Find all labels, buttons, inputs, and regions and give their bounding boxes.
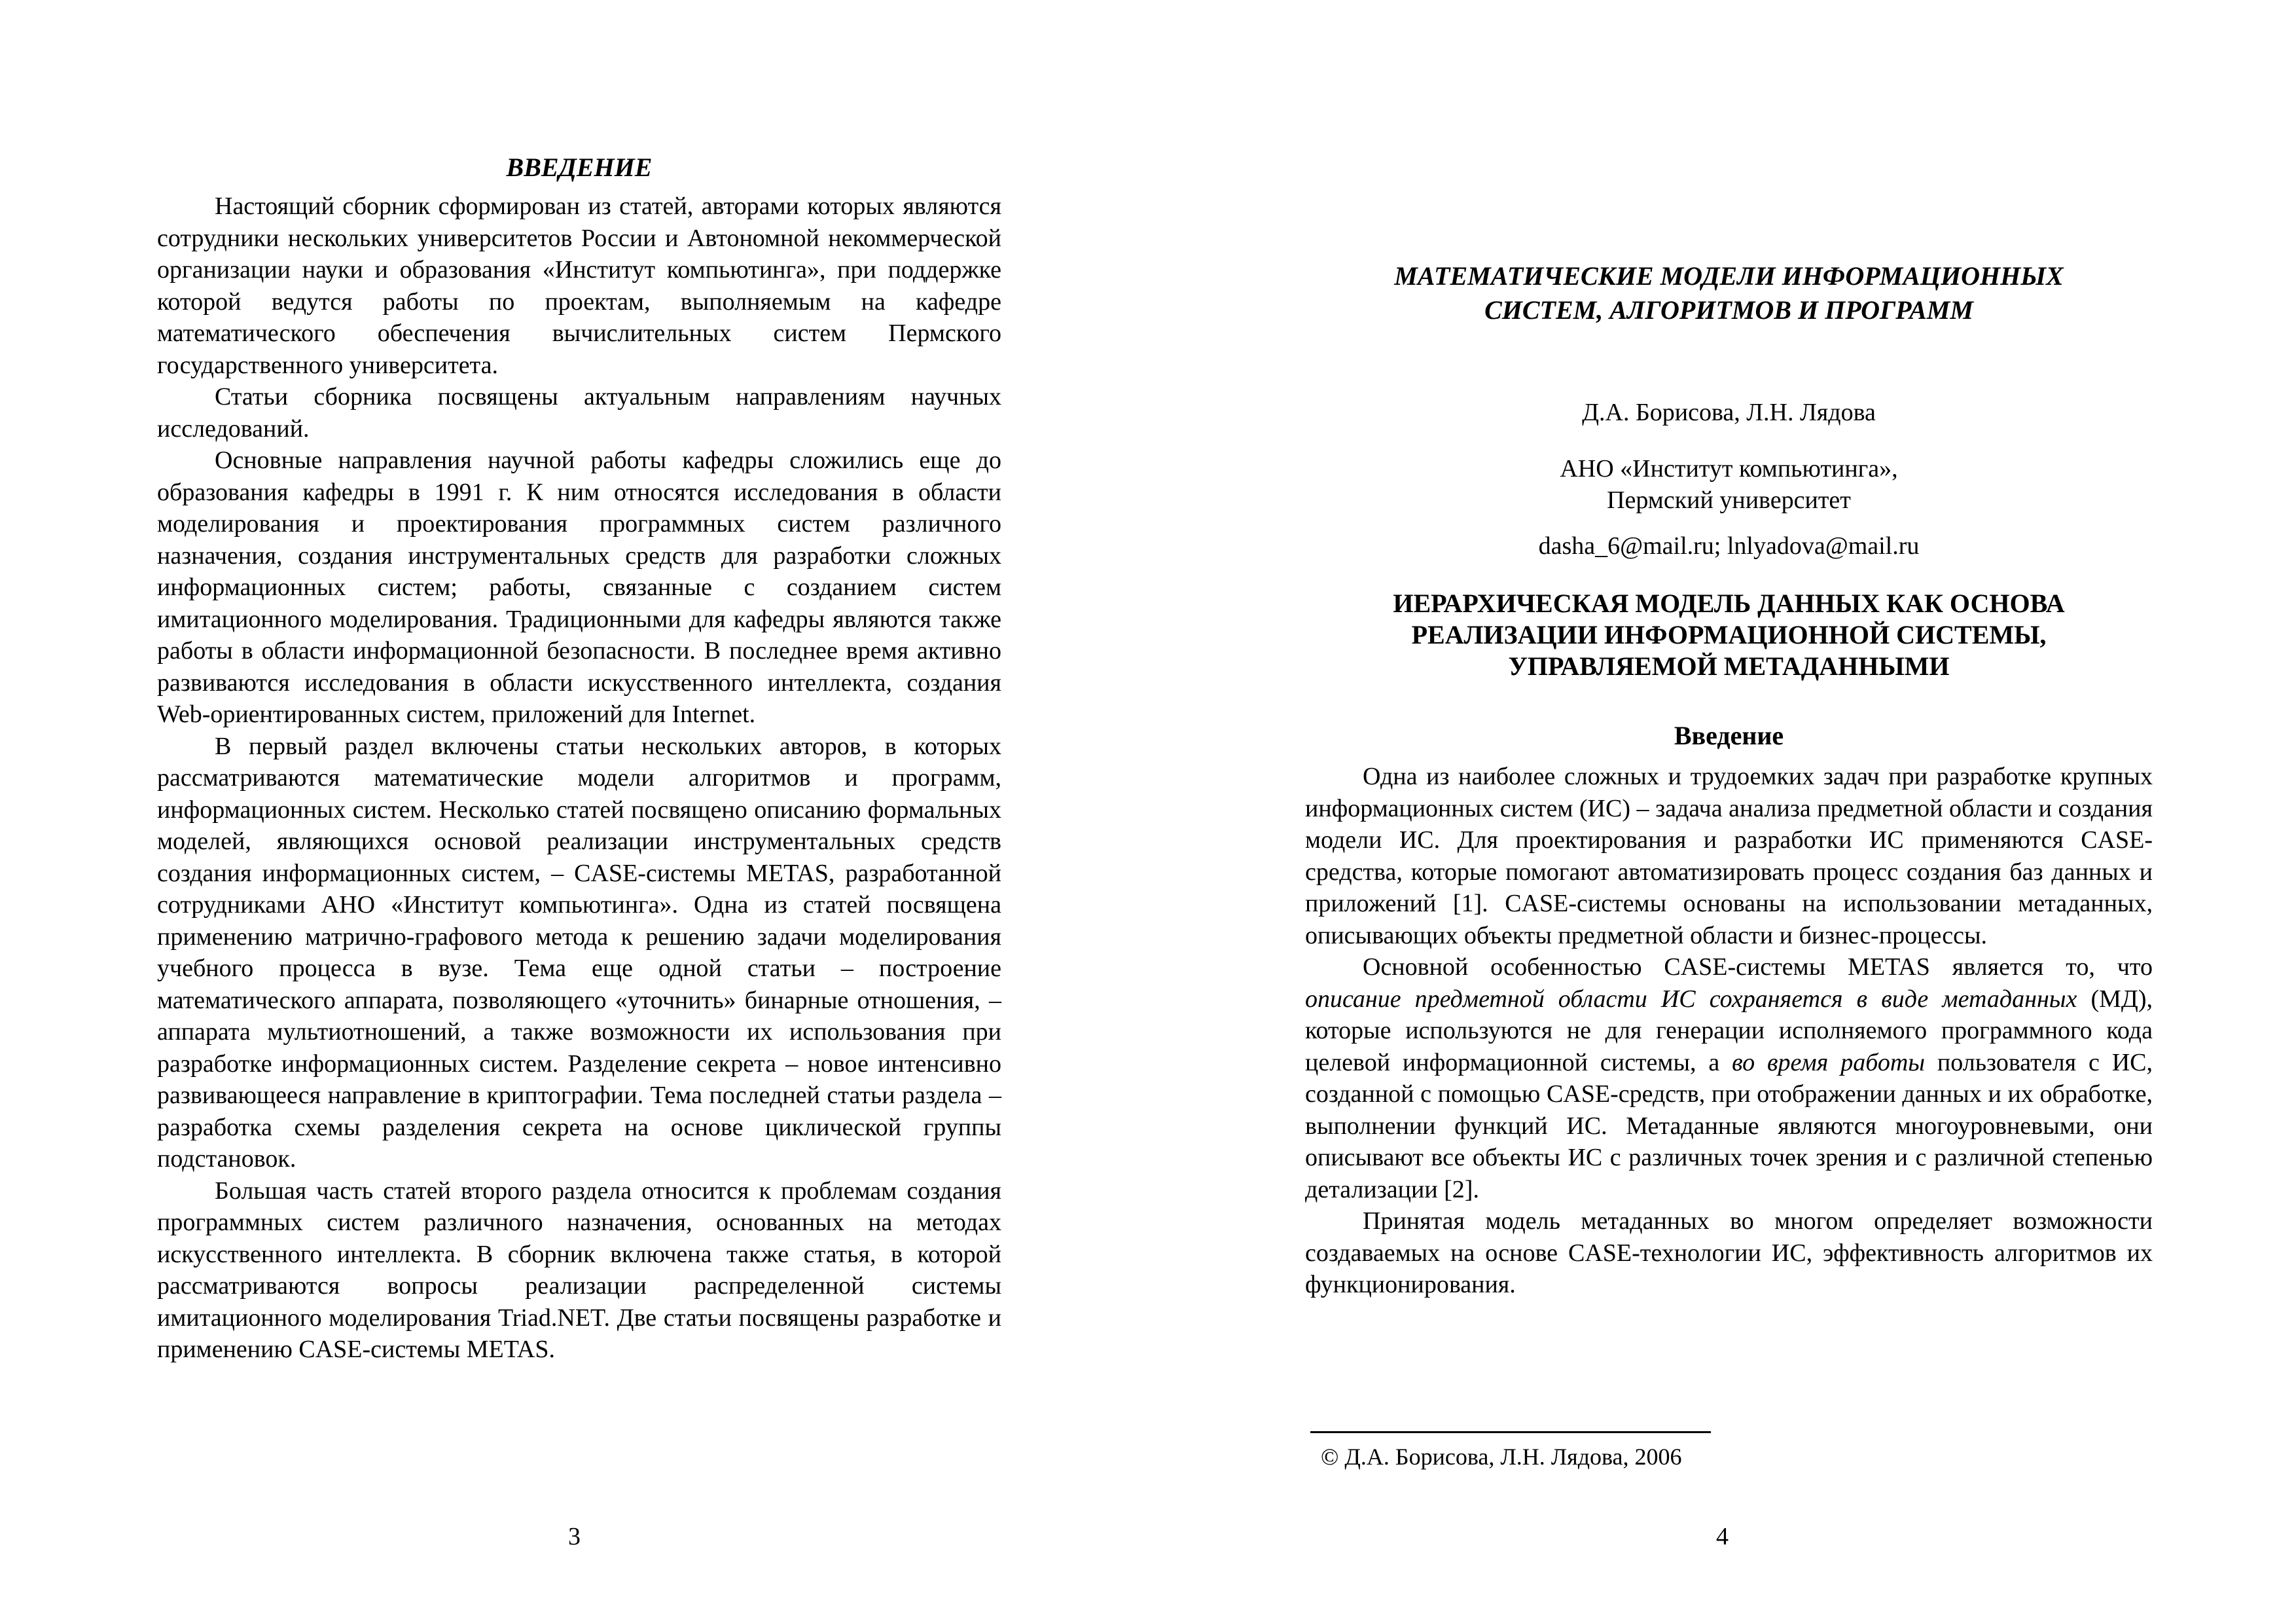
page-number: 3 [568, 1523, 581, 1550]
page-title: ВВЕДЕНИЕ [506, 153, 653, 182]
text-run: (МД), которые используются не для генерации исполняемого программного кода целевой информационной системы, а [1305, 985, 2153, 1076]
italic-run: во время работы [1732, 1048, 1926, 1076]
paragraph [1305, 951, 2153, 1205]
paragraph: Настоящий сборник сформирован из статей, авторами которых являются сотрудники нескольких университетов России и Автономной некоммерческой организации науки и образования «Институт компьютинга», при поддержке которой ведутся работы по проектам, выполняемым на кафедре математического обеспечения вычислительных систем Пермского государственного университета. [157, 192, 1001, 379]
author-emails: dasha_6@mail.ru; lnlyadova@mail.ru [1538, 532, 1920, 560]
paragraph: В первый раздел включены статьи нескольких авторов, в которых рассматриваются математические модели алгоритмов и программ, информационных систем. Несколько статей посвящено описанию формальных моделей, являющихся основой реализации инструментальных средств создания информационных систем, – CASE-системы METAS, разработанной сотрудниками АНО «Институт компьютинга». Одна из статей посвящена применению матрично-графового метода к решению задачи моделирования учебного процесса в вузе. Тема еще одной статьи – построение математического аппарата, позволяющего «уточнить» бинарные отношения, – аппарата мультиотношений, а также возможности их использования при разработке информационных систем. Разделение секрета – новое интенсивно развивающееся направление в криптографии. Тема последней статьи раздела – разработка схемы разделения секрета на основе циклической группы подстановок. [157, 732, 1001, 1173]
subheading: Введение [1674, 721, 1784, 750]
article-title-line: ИЕРАРХИЧЕСКАЯ МОДЕЛЬ ДАННЫХ КАК ОСНОВА [1393, 589, 2065, 618]
affiliation [1305, 453, 2153, 516]
right-text-column [1305, 259, 2153, 1301]
paragraph: Принятая модель метаданных во многом определяет возможности создаваемых на основе CASE-технологии ИС, эффективность алгоритмов их функционирования. [1305, 1207, 2153, 1298]
article-title [1305, 588, 2153, 682]
section-title-line: МАТЕМАТИЧЕСКИЕ МОДЕЛИ ИНФОРМАЦИОННЫХ [1394, 261, 2064, 291]
authors: Д.А. Борисова, Л.Н. Лядова [1582, 399, 1876, 426]
article-title-line: УПРАВЛЯЕМОЙ МЕТАДАННЫМИ [1508, 651, 1950, 681]
affiliation-line: АНО «Институт компьютинга», [1560, 455, 1898, 483]
paragraph: Одна из наиболее сложных и трудоемких задач при разработке крупных информационных систем (ИС) – задача анализа предметной области и создания модели ИС. Для проектирования и разработки ИС применяются CASE-средства, которые помогают автоматизировать процесс создания баз данных и приложений [1]. CASE-системы основаны на использовании метаданных, описывающих объекты предметной области и бизнес-процессы. [1305, 763, 2153, 949]
right-page [1148, 0, 2296, 1623]
text-run: Основной особенностью CASE-системы METAS является то, что [1363, 953, 2153, 981]
article-title-line: РЕАЛИЗАЦИИ ИНФОРМАЦИОННОЙ СИСТЕМЫ, [1411, 620, 2047, 649]
footnote: © Д.А. Борисова, Л.Н. Лядова, 2006 [1321, 1444, 1682, 1470]
paragraph: Статьи сборника посвящены актуальным направлениям научных исследований. [157, 383, 1001, 443]
section-title-line: СИСТЕМ, АЛГОРИТМОВ И ПРОГРАММ [1484, 295, 1973, 325]
paragraph: Большая часть статей второго раздела относится к проблемам создания программных систем различного назначения, основанных на методах искусственного интеллекта. В сборник включена также статья, в которой рассматриваются вопросы реализации распределенной системы имитационного моделирования Triad.NET. Две статьи посвящены разработке и применению CASE-системы METAS. [157, 1176, 1001, 1363]
left-text-column [157, 152, 1001, 1366]
italic-run: описание предметной области ИС сохраняется в виде метаданных [1305, 985, 2077, 1013]
text-run: пользователя с ИС, созданной с помощью CASE-средств, при отображении данных и их обработке, выполнении функций ИС. Метаданные являются многоуровневыми, они описывают все объекты ИС с различных точек зрения и с различной степенью детализации [2]. [1305, 1048, 2153, 1203]
paragraph: Основные направления научной работы кафедры сложились еще до образования кафедры в 1991 г. К ним относятся исследования в области моделирования и проектирования программных систем различного назначения, создания инструментальных средств для разработки сложных информационных систем; работы, связанные с созданием систем имитационного моделирования. Традиционными для кафедры являются также работы в области информационной безопасности. В последнее время активно развиваются исследования в области искусственного интеллекта, создания Web-ориентированных систем, приложений для Internet. [157, 447, 1001, 728]
footnote-rule [1310, 1431, 1711, 1433]
section-title [1305, 259, 2153, 327]
page-number: 4 [1716, 1523, 1729, 1550]
affiliation-line: Пермский университет [1607, 486, 1851, 514]
